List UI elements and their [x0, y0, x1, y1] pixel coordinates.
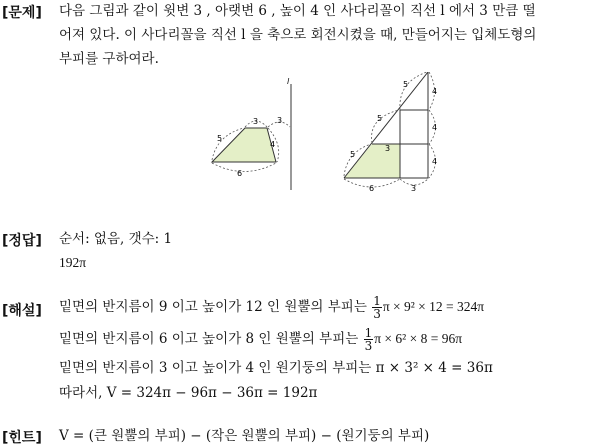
left-label-right: 4 [270, 140, 276, 149]
solution-line-1-text: 밑면의 반지름이 9 이고 높이가 12 인 원뿔의 부피는 [59, 299, 367, 315]
right-label-3: 4 [432, 123, 438, 132]
left-label-bottom: 6 [237, 169, 243, 178]
solution-line-1-expr: π × 9² × 12 = 324π [382, 299, 485, 314]
problem-line-2: 어져 있다. 이 사다리꼴을 직선 l 을 축으로 회전시켰을 때, 만들어지는 입체도형의 [59, 27, 537, 43]
right-label-8: 3 [411, 184, 417, 193]
right-rect-upper [400, 110, 428, 144]
solution-tag: [해설] [2, 303, 42, 319]
solution-line-2 [59, 323, 462, 355]
problem-line-1: 다음 그림과 같이 윗변 3 , 아랫변 6 , 높이 4 인 사다리꼴이 직선 l 에서 3 만큼 떨 [59, 3, 536, 19]
fraction-numerator: 1 [364, 326, 373, 340]
label-curve-bottom [212, 163, 276, 172]
problem-tag: [문제] [2, 5, 42, 21]
right-label-6: 4 [432, 157, 438, 166]
right-label-5: 5 [350, 150, 356, 159]
solution-line-1 [59, 291, 484, 323]
left-label-top: 3 [253, 117, 259, 126]
solution-line-2-text: 밑면의 반지름이 6 이고 높이가 8 인 원뿔의 부피는 [59, 331, 359, 347]
solution-line-4: 따라서, V = 324π − 96π − 36π = 192π [59, 385, 318, 401]
answer-tag: [정답] [2, 233, 42, 249]
hint-text: V = (큰 원뿔의 부피) − (작은 원뿔의 부피) − (원기둥의 부피) [59, 428, 430, 444]
axis-label-l: l [287, 77, 290, 86]
problem-line-3: 부피를 구하여라. [59, 51, 159, 67]
right-label-4: 3 [385, 144, 391, 153]
right-rect-lower [400, 144, 428, 178]
hint-tag: [힌트] [2, 430, 42, 446]
solution-line-3: 밑면의 반지름이 3 이고 높이가 4 인 원기둥의 부피는 π × 3² × 4 = 36π [59, 360, 493, 376]
solution-line-2-fraction [364, 327, 374, 352]
figure-right [344, 72, 437, 193]
right-label-1: 4 [432, 87, 438, 96]
right-label-0: 5 [403, 80, 409, 89]
answer-line-1: 순서: 없음, 갯수: 1 [59, 231, 173, 247]
solution-line-1-fraction [372, 295, 382, 320]
trapezoid-figures [0, 72, 591, 202]
fraction-numerator: 1 [373, 294, 381, 308]
solution-line-2-expr: π × 6² × 8 = 96π [374, 331, 463, 346]
right-label-7: 6 [369, 184, 375, 193]
left-label-gap: 3 [277, 116, 283, 125]
fraction-denominator: 3 [364, 339, 373, 353]
fraction-denominator: 3 [373, 307, 381, 321]
answer-line-2: 192π [59, 255, 87, 270]
right-label-2: 5 [377, 114, 383, 123]
figure-left [212, 77, 291, 190]
left-label-left: 5 [217, 134, 223, 143]
